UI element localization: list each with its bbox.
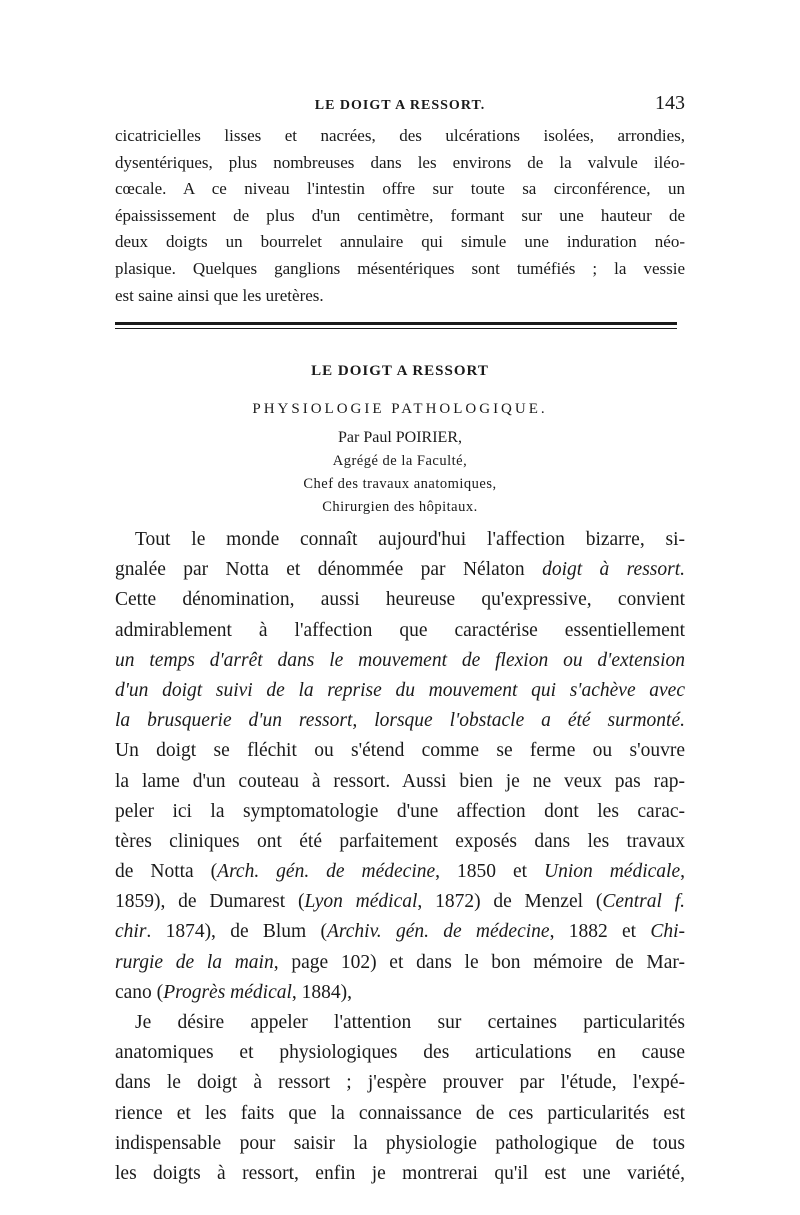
citation-title: chir [115,921,147,943]
article-subtitle: PHYSIOLOGIE PATHOLOGIQUE. [252,401,548,417]
text-line [115,857,685,887]
italic-definition: la brusquerie d'un ressort, lorsque l'obstacle a été surmonté. [115,710,685,732]
citation-title: rurgie de la main [115,951,274,973]
text-run: , 1872) de Menzel ( [417,891,603,913]
article-heading [115,360,685,519]
text-run: , 1850 et [435,861,545,883]
text-line: cicatricielles lisses et nacrées, des ulcérations isolées, arrondies, [115,126,685,145]
article-title: LE DOIGT A RESSORT [311,363,489,379]
running-head [115,92,685,120]
text-line: Un doigt se fléchit ou s'étend comme se ferme ou s'ouvre [115,740,685,762]
text-run: , 1882 et [549,921,651,943]
text-run: de Notta ( [115,861,218,883]
text-run: cano ( [115,981,164,1003]
citation-title: Progrès médical [163,981,292,1003]
text-line [115,676,685,706]
text-line [115,978,685,1008]
text-line: admirablement à l'affection que caractérise essentiellement [115,619,685,641]
author-affiliation: Chef des travaux anatomiques, [303,476,497,492]
text-line [115,706,685,736]
italic-definition: d'un doigt suivi de la reprise du mouvement qui s'achève avec [115,679,685,701]
text-line: la lame d'un couteau à ressort. Aussi bien je ne veux pas rap- [115,770,685,792]
text-line: dans le doigt à ressort ; j'espère prouver par l'étude, l'expé- [115,1072,685,1094]
citation-title: Arch. gén. de médecine [217,861,436,883]
text-line: deux doigts un bourrelet annulaire qui simule une induration néo- [115,232,685,252]
text-run: , 1884), [291,981,353,1003]
text-line [115,646,685,676]
text-run: 1859), de Dumarest ( [115,891,305,913]
text-run: , page 102) et dans le bon mémoire de Mar- [273,951,685,973]
text-line: épaississement de plus d'un centimètre, formant sur une hauteur de [115,205,685,225]
text-line: Je désire appeler l'attention sur certaines particularités [135,1012,685,1033]
section-divider-thick [115,322,677,325]
citation-title: Union médicale [544,861,681,883]
article-body [115,525,685,1189]
running-title: LE DOIGT A RESSORT. [314,98,486,113]
text-line: les doigts à ressort, enfin je montrerai qu'il est une variété, [115,1162,685,1184]
page-number: 143 [655,92,685,114]
text-run: . 1874), de Blum ( [146,921,327,943]
citation-title: Central f. [602,891,685,913]
text-line: plasique. Quelques ganglions mésentériques sont tuméfiés ; la vessie [115,258,685,278]
author-byline: Par Paul POIRIER, [338,429,462,446]
previous-article-text [115,123,685,309]
citation-title: Archiv. gén. de médecine [327,921,550,943]
text-line [115,948,685,978]
text-line: Tout le monde connaît aujourd'hui l'affection bizarre, si- [135,529,685,550]
text-run: gnalée par Notta et dénommée par Nélaton [115,559,543,581]
text-line: anatomiques et physiologiques des articulations en cause [115,1042,685,1064]
author-affiliation: Agrégé de la Faculté, [332,453,468,469]
italic-definition: un temps d'arrêt dans le mouvement de flexion ou d'extension [115,649,685,671]
citation-title: Lyon médical [304,891,418,913]
text-line: tères cliniques ont été parfaitement exposés dans les travaux [115,830,685,852]
text-run: , [680,861,685,883]
citation-title: Chi- [650,921,685,943]
section-divider-thin [115,328,677,329]
text-line [115,917,685,947]
text-line: dysentériques, plus nombreuses dans les environs de la valvule iléo- [115,152,685,172]
text-line [115,887,685,917]
text-line: rience et les faits que la connaissance de ces particularités est [115,1102,685,1124]
text-line: indispensable pour saisir la physiologie pathologique de tous [115,1132,685,1154]
text-line: est saine ainsi que les uretères. [115,285,324,305]
author-affiliation: Chirurgien des hôpitaux. [322,499,478,515]
italic-term: doigt à ressort. [542,559,685,581]
text-line [115,555,685,585]
text-line: cœcale. A ce niveau l'intestin offre sur toute sa circonférence, un [115,179,685,199]
text-line: Cette dénomination, aussi heureuse qu'expressive, convient [115,589,685,611]
text-line: peler ici la symptomatologie d'une affection dont les carac- [115,800,685,822]
